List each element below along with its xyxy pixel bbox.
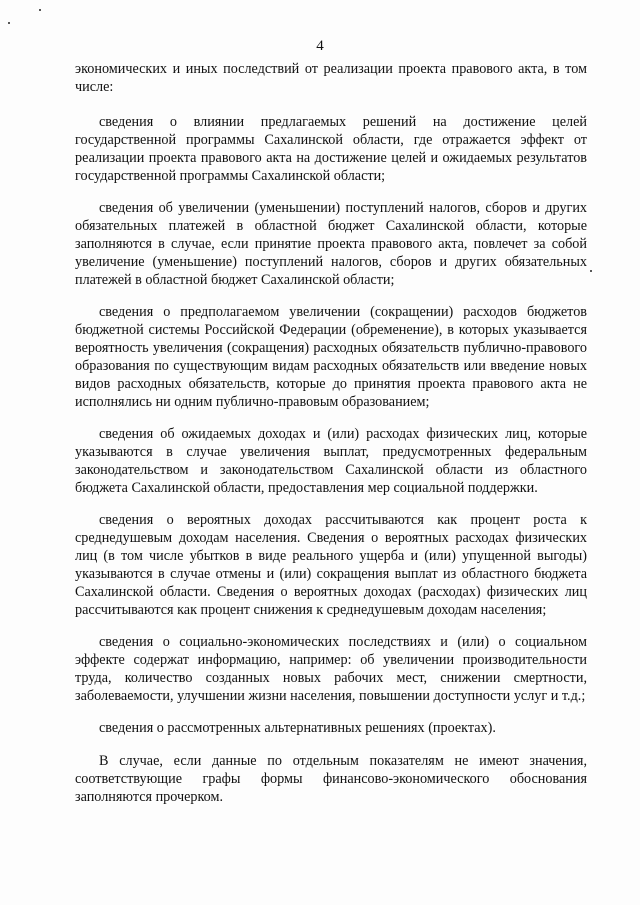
paragraph: сведения о предполагаемом увеличении (сокращении) расходов бюджетов бюджетной системы Российской Федерации (обременение), в которых указывается вероятность увеличения (сокращения) расходных обязательств публично-правового образования по существующим видам расходных обязательств или введение новых видов расходных обязательств, которые до принятия проекта правового акта не исполнялись ни одним публично-правовым образованием;: [75, 304, 587, 410]
paragraph: сведения об увеличении (уменьшении) поступлений налогов, сборов и других обязательных платежей в областной бюджет Сахалинской области, которые заполняются в случае, если принятие проекта правового акта, повлечет за собой увеличение (уменьшение) поступлений налогов, сборов и других обязательных платежей в областной бюджет Сахалинской области;: [75, 200, 587, 288]
paragraph: сведения о социально-экономических последствиях и (или) о социальном эффекте содержат информацию, например: об увеличении производительности труда, количество созданных новых рабочих мест, снижении смертности, заболеваемости, улучшении жизни населения, повышении доступности услуг и т.д.;: [75, 634, 587, 704]
paragraph: сведения об ожидаемых доходах и (или) расходах физических лиц, которые указываются в случае увеличения выплат, предусмотренных федеральным законодательством и законодательством Сахалинской области из областного бюджета Сахалинской области, предоставления мер социальной поддержки.: [75, 426, 587, 496]
paragraph: сведения о рассмотренных альтернативных решениях (проектах).: [99, 720, 496, 736]
scan-speck: [8, 22, 10, 24]
scan-speck: [39, 9, 41, 11]
document-body: [75, 60, 587, 820]
paragraph: В случае, если данные по отдельным показателям не имеют значения, соответствующие графы формы финансово-экономического обоснования заполняются прочерком.: [75, 753, 587, 805]
paragraph: сведения о вероятных доходах рассчитываются как процент роста к среднедушевым доходам населения. Сведения о вероятных расходах физических лиц (в том числе убытков в виде реального ущерба и (или) упущенной выгоды) указываются в случае отмены и (или) сокращения выплат из областного бюджета Сахалинской области. Сведения о вероятных доходах (расходах) физических лиц рассчитываются как процент снижения к среднедушевым доходам населения;: [75, 512, 587, 618]
paragraph: экономических и иных последствий от реализации проекта правового акта, в том числе:: [75, 61, 587, 95]
scan-speck: [590, 270, 592, 272]
page-number: 4: [316, 38, 324, 54]
paragraph: сведения о влиянии предлагаемых решений на достижение целей государственной программы Сахалинской области, где отражается эффект от реализации проекта правового акта на достижение целей и ожидаемых результатов государственной программы Сахалинской области;: [75, 114, 587, 184]
